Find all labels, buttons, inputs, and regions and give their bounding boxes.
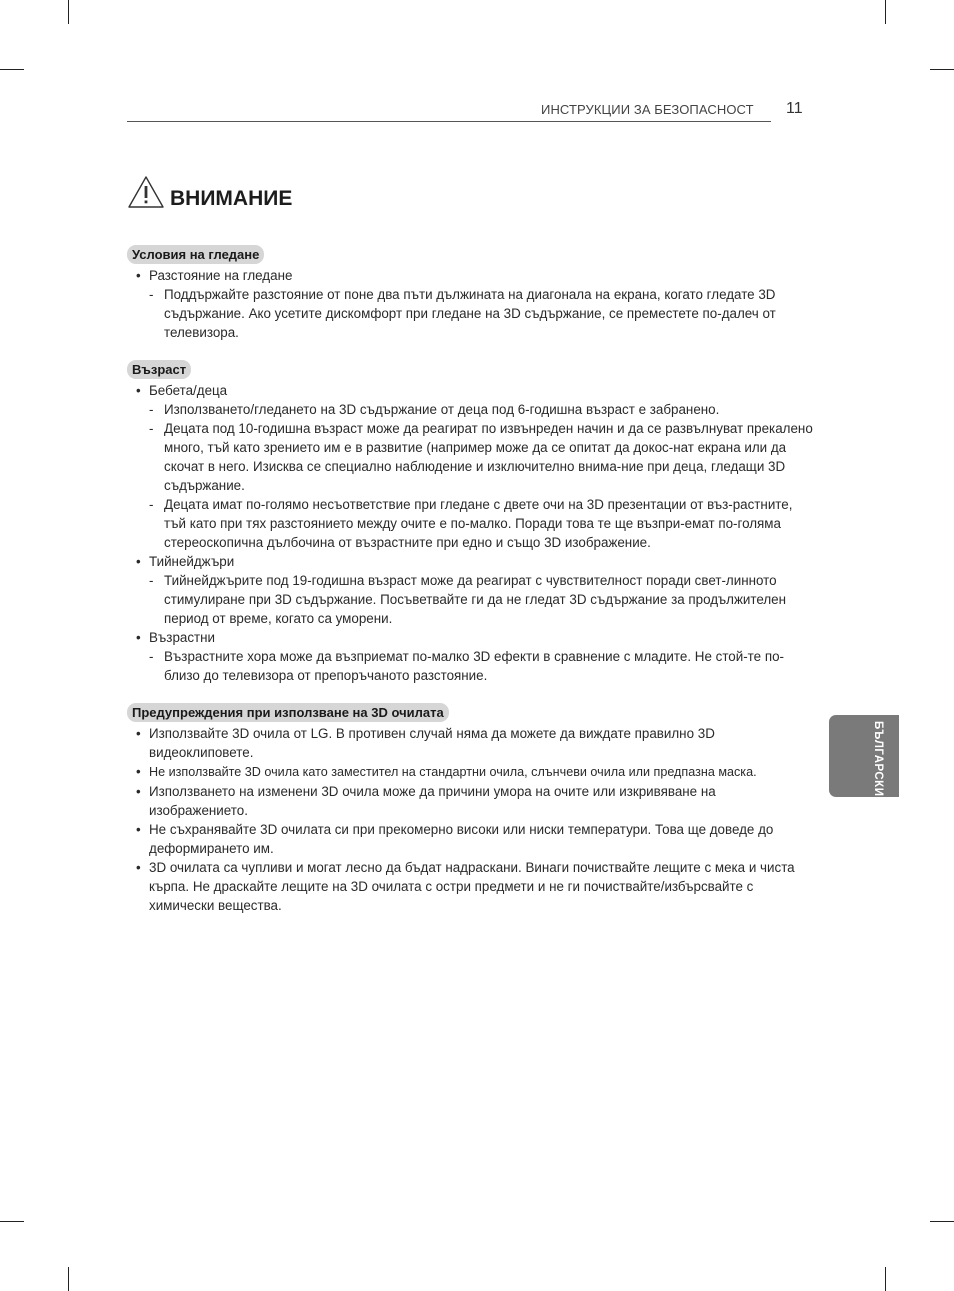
dash-item: - Децата имат по-голямо несъответствие при гледане с двете очи на 3D презентации от въз-растните, тъй като при тях разстоянието между очите е по-малко. Поради това те ще възпри-емат по-голяма стереоскопична дълбочина от възрастните при едно и също 3D изображение. (164, 495, 817, 552)
bullet-list (127, 381, 817, 685)
section (127, 245, 817, 342)
language-tab-label: БЪЛГАРСКИ (872, 721, 884, 797)
bullet-text: Не използвайте 3D очила като заместител на стандартни очила, слънчеви очила или предпазна маска. (149, 765, 757, 779)
dash-item: - Използването/гледането на 3D съдържание от деца под 6-годишна възраст е забранено. (164, 400, 817, 419)
running-header: ИНСТРУКЦИИ ЗА БЕЗОПАСНОСТ (541, 102, 754, 117)
dash-item: - Децата под 10-годишна възраст може да реагират по извънреден начин и да се развълнуват прекалено много, тъй като зрението им е в развитие (например може да се опитат да докос-нат екрана или да скочат в него. Изисква се специално наблюдение и изключително внима-ние при деца, гледащи 3D съдържание. (164, 419, 817, 495)
header-divider (127, 121, 771, 122)
dash-list (149, 400, 817, 552)
bullet-item (149, 552, 817, 628)
bullet-text: Използвайте 3D очила от LG. В противен случай няма да можете да виждате правилно 3D видеоклиповете. (149, 726, 715, 760)
bullet-text: Тийнейджъри (149, 554, 235, 569)
section-heading: Възраст (127, 360, 191, 379)
crop-mark (930, 69, 954, 70)
section-heading: Условия на гледане (127, 245, 264, 264)
dash-item: - Поддържайте разстояние от поне два пъти дължината на диагонала на екрана, когато гледате 3D съдържание. Ако усетите дискомфорт при гледане на 3D съдържание, се преместете по-далеч от телевизора. (164, 285, 817, 342)
crop-mark (885, 1267, 886, 1291)
page-title: ВНИМАНИЕ (170, 187, 293, 210)
dash-list (149, 647, 817, 685)
crop-mark (0, 69, 24, 70)
bullet-item (149, 724, 817, 762)
bullet-item (149, 820, 817, 858)
section-heading: Предупреждения при използване на 3D очилата (127, 703, 449, 722)
crop-mark (68, 0, 69, 24)
crop-mark (885, 0, 886, 24)
dash-list (149, 571, 817, 628)
bullet-list (127, 266, 817, 342)
bullet-item (149, 782, 817, 820)
bullet-item (149, 381, 817, 552)
bullet-text: Бебета/деца (149, 383, 228, 398)
crop-mark (930, 1221, 954, 1222)
warning-triangle-icon (127, 175, 165, 209)
bullet-item (149, 858, 817, 915)
bullet-text: Използването на изменени 3D очила може да причини умора на очите или изкривяване на изображението. (149, 784, 716, 818)
page-number: 11 (786, 100, 803, 117)
bullet-item (149, 266, 817, 342)
section (127, 703, 817, 915)
bullet-text: Разстояние на гледане (149, 268, 293, 283)
bullet-item (149, 762, 817, 782)
caution-content (127, 245, 817, 933)
dash-item: - Възрастните хора може да възприемат по-малко 3D ефекти в сравнение с младите. Не стой-те по-близо до телевизора от препоръчаното разстояние. (164, 647, 817, 685)
dash-list (149, 285, 817, 342)
bullet-list (127, 724, 817, 915)
bullet-item (149, 628, 817, 685)
dash-item: - Тийнейджърите под 19-годишна възраст може да реагират с чувствителност поради свет-линното стимулиране при 3D съдържание. Посъветвайте ги да не гледат 3D съдържание за продължителен период от време, когато са уморени. (164, 571, 817, 628)
bullet-text: 3D очилата са чупливи и могат лесно да бъдат надраскани. Винаги почиствайте лещите с мека и чиста кърпа. Не драскайте лещите на 3D очилата с остри предмети и не ги почиствайте/избърсвайте с химически вещества. (149, 860, 795, 913)
bullet-text: Не съхранявайте 3D очилата си при прекомерно високи или ниски температури. Това ще доведе до деформирането им. (149, 822, 774, 856)
bullet-text: Възрастни (149, 630, 216, 645)
language-tab (829, 715, 899, 797)
crop-mark (0, 1221, 24, 1222)
section (127, 360, 817, 685)
crop-mark (68, 1267, 69, 1291)
